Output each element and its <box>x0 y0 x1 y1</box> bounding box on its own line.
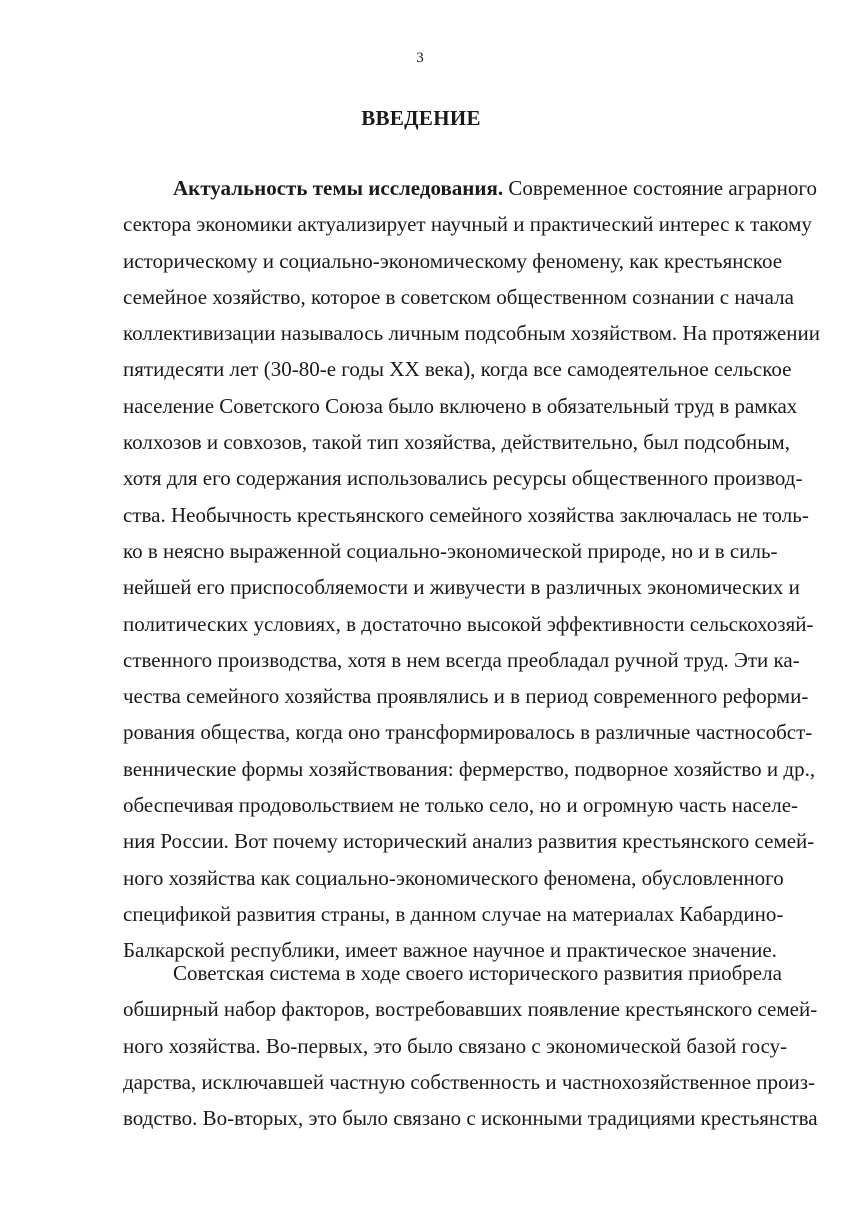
paragraph-line: население Советского Союза было включено в обязательный труд в рамках <box>123 393 798 418</box>
paragraph-line: ного хозяйства как социально-экономического феномена, обусловленного <box>123 865 784 890</box>
paragraph-relevance <box>123 170 820 969</box>
paragraph-line: рования общества, когда оно трансформировалось в различные частнособст- <box>123 720 813 745</box>
paragraph-line: чества семейного хозяйства проявлялись и в период современного реформи- <box>123 684 809 709</box>
paragraph-line: политических условиях, в достаточно высокой эффективности сельскохозяй- <box>123 611 814 636</box>
paragraph-line: семейное хозяйство, которое в советском общественном сознании с начала <box>123 284 794 309</box>
paragraph-line: историческому и социально-экономическому феномену, как крестьянское <box>123 248 783 273</box>
paragraph-line: ственного производства, хотя в нем всегда преобладал ручной труд. Эти ка- <box>123 647 800 672</box>
paragraph-line: колхозов и совхозов, такой тип хозяйства, действительно, был подсобным, <box>123 430 790 455</box>
paragraph-line: хотя для его содержания использовались ресурсы общественного производ- <box>123 466 803 491</box>
paragraph-line: спецификой развития страны, в данном случае на материалах Кабардино- <box>123 901 784 926</box>
paragraph-line: обеспечивая продовольствием не только село, но и огромную часть населе- <box>123 793 799 818</box>
paragraph-line: ко в неясно выраженной социально-экономической природе, но и в силь- <box>123 538 778 563</box>
paragraph-line: ства. Необычность крестьянского семейного хозяйства заключалась не толь- <box>123 502 809 527</box>
paragraph-line: коллективизации называлось личным подсобным хозяйством. На протяжении <box>123 321 820 346</box>
lead-line-rest: Современное состояние аграрного <box>503 176 817 200</box>
paragraph-line <box>123 170 817 206</box>
paragraph-line: нейшей его приспособляемости и живучести в различных экономических и <box>123 575 800 600</box>
paragraph-line: ного хозяйства. Во-первых, это было связано с экономической базой госу- <box>123 1033 788 1058</box>
paragraph-line: пятидесяти лет (30-80-е годы XX века), когда все самодеятельное сельское <box>123 357 792 382</box>
paragraph-line: обширный набор факторов, востребовавших появление крестьянского семей- <box>123 997 818 1022</box>
page-number: 3 <box>416 50 424 66</box>
paragraph-soviet-system <box>123 955 818 1136</box>
paragraph-line: водство. Во-вторых, это было связано с исконными традициями крестьянства <box>123 1106 818 1131</box>
paragraph-line: веннические формы хозяйствования: фермерство, подворное хозяйство и др., <box>123 756 816 781</box>
paragraph-line: дарства, исключавшей частную собственность и частнохозяйственное произ- <box>123 1069 816 1094</box>
paragraph-line: сектора экономики актуализирует научный и практический интерес к такому <box>123 212 812 237</box>
lead-phrase: Актуальность темы исследования. <box>173 176 504 200</box>
section-heading: ВВЕДЕНИЕ <box>361 106 481 130</box>
paragraph-line: ния России. Вот почему исторический анализ развития крестьянского семей- <box>123 829 815 854</box>
paragraph-line: Советская система в ходе своего исторического развития приобрела <box>173 961 782 985</box>
paragraph-line: Балкарской республики, имеет важное научное и практическое значение. <box>123 938 777 963</box>
